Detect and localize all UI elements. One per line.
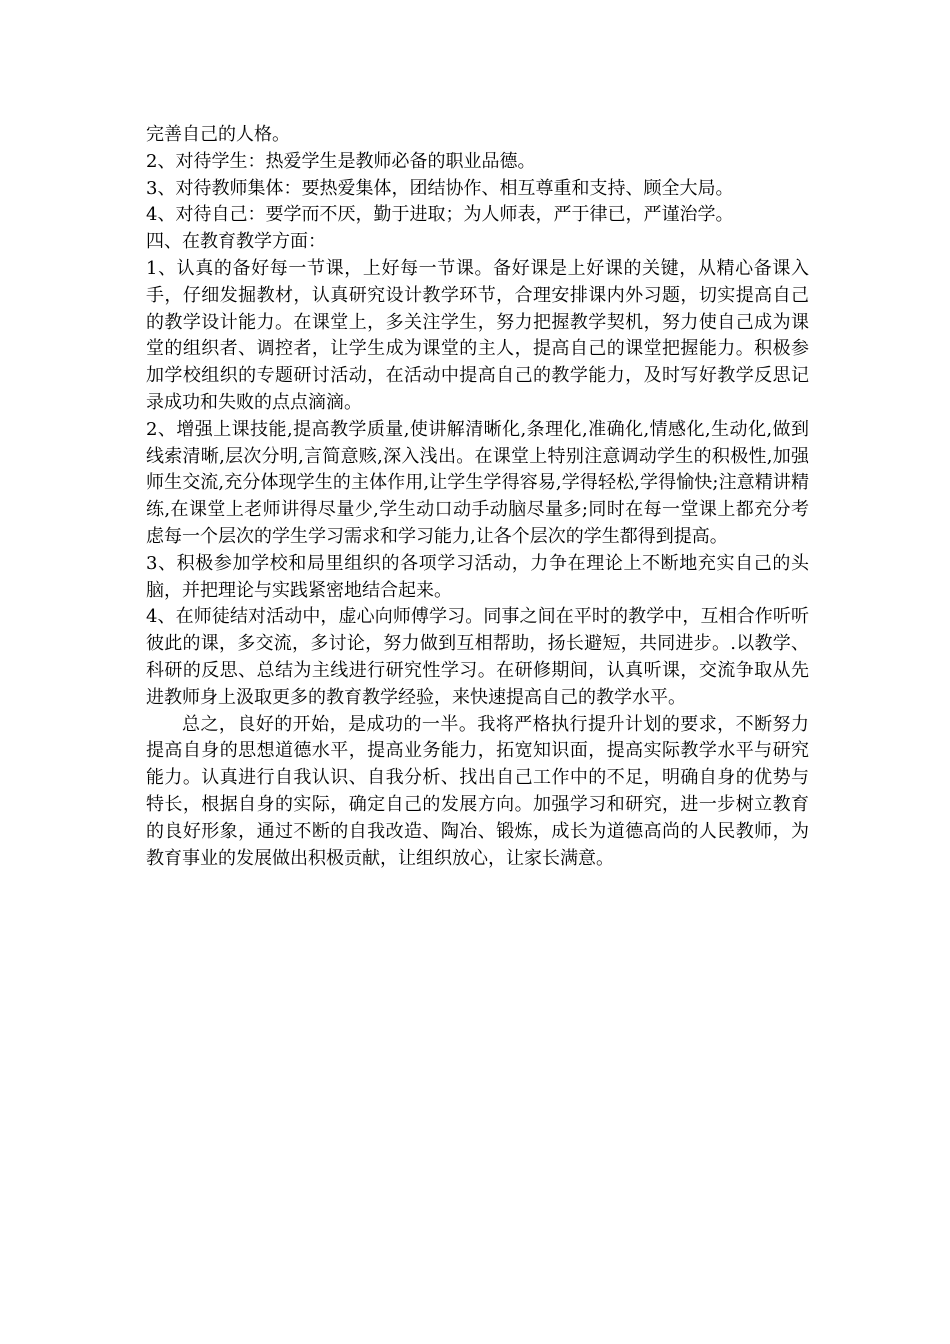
paragraph-teaching-1: 1、认真的备好每一节课，上好每一节课。备好课是上好课的关键，从精心备课入手，仔细发掘教材，认真研究设计教学环节，合理安排课内外习题，切实提高自己的教学设计能力。在课堂上，多关注学生，努力把握教学契机，努力使自己成为课堂的组织者、调控者，让学生成为课堂的主人，提高自己的课堂把握能力。积极参加学校组织的专题研讨活动，在活动中提高自己的教学能力，及时写好教学反思记录成功和失败的点点滴滴。: [146, 257, 809, 413]
paragraph-item-colleagues: 3、对待教师集体：要热爱集体，团结协作、相互尊重和支持、顾全大局。: [146, 177, 734, 199]
paragraph-teaching-4: 4、在师徒结对活动中，虚心向师傅学习。同事之间在平时的教学中，互相合作听听彼此的课，多交流，多讨论，努力做到互相帮助，扬长避短，共同进步。.以教学、科研的反思、总结为主线进行研究性学习。在研修期间，认真听课，交流争取从先进教师身上汲取更多的教育教学经验，来快速提高自己的教学水平。: [146, 606, 809, 708]
paragraph-continuation: 完善自己的人格。: [146, 124, 290, 145]
paragraph-conclusion: 总之，良好的开始，是成功的一半。我将严格执行提升计划的要求，不断努力提高自身的思想道德水平，提高业务能力，拓宽知识面，提高实际教学水平与研究能力。认真进行自我认识、自我分析、找出自己工作中的不足，明确自身的优势与特长，根据自身的实际，确定自己的发展方向。加强学习和研究，进一步树立教育的良好形象，通过不断的自我改造、陶冶、锻炼，成长为道德高尚的人民教师，为教育事业的发展做出积极贡献，让组织放心，让家长满意。: [146, 713, 809, 869]
paragraph-item-students: 2、对待学生：热爱学生是教师必备的职业品德。: [146, 150, 536, 172]
paragraph-item-self: 4、对待自己：要学而不厌，勤于进取；为人师表，严于律已，严谨治学。: [146, 204, 734, 226]
section-heading-teaching: 四、在教育教学方面：: [146, 231, 326, 253]
paragraph-teaching-3: 3、积极参加学校和局里组织的各项学习活动，力争在理论上不断地充实自己的头脑，并把理论与实践紧密地结合起来。: [146, 552, 809, 601]
paragraph-teaching-2: 2、增强上课技能,提高教学质量,使讲解清晰化,条理化,准确化,情感化,生动化,做到线索清晰,层次分明,言简意赅,深入浅出。在课堂上特别注意调动学生的积极性,加强师生交流,充分体现学生的主体作用,让学生学得容易,学得轻松,学得愉快;注意精讲精练,在课堂上老师讲得尽量少,学生动口动手动脑尽量多;同时在每一堂课上都充分考虑每一个层次的学生学习需求和学习能力,让各个层次的学生都得到提高。: [146, 418, 809, 547]
document-body: [146, 122, 809, 872]
